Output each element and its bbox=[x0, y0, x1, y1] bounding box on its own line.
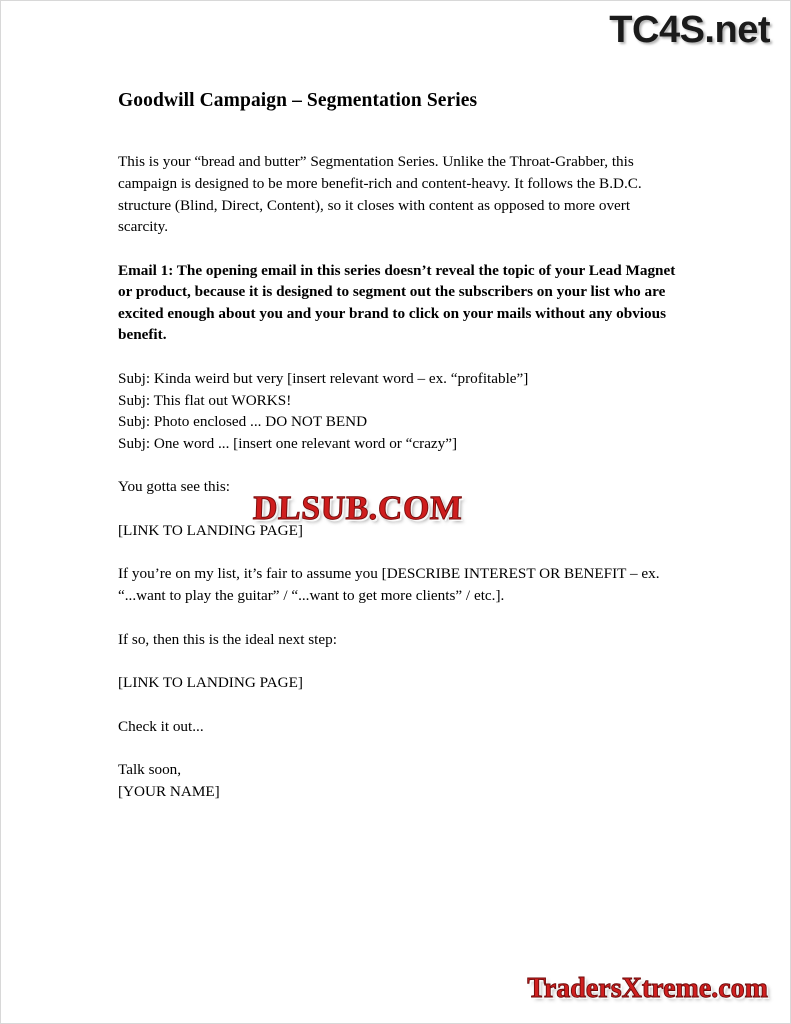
list-item: Subj: One word ... [insert one relevant word or “crazy”] bbox=[118, 434, 458, 452]
body-line-2: [LINK TO LANDING PAGE] bbox=[118, 521, 303, 539]
watermark-center: DLSUB.COM bbox=[252, 490, 464, 527]
body-line-4: If so, then this is the ideal next step: bbox=[118, 630, 337, 648]
page-title: Goodwill Campaign – Segmentation Series bbox=[118, 90, 478, 111]
signoff-line-1: Talk soon, bbox=[118, 761, 182, 779]
signoff-line-2: [YOUR NAME] bbox=[118, 782, 220, 800]
email1-heading: Email 1: The opening email in this series doesn’t reveal the topic of your Lead Magnet or product, because it is designed to segment out the subscribers on your list who are excited enough about you and your brand to click on your mails without any obvious benefit. bbox=[118, 261, 676, 344]
subject-line-list bbox=[118, 368, 678, 454]
watermark-top-right: TC4S.net bbox=[609, 9, 770, 51]
body-line-6: Check it out... bbox=[118, 717, 204, 735]
list-item: Subj: Kinda weird but very [insert relevant word – ex. “profitable”] bbox=[118, 370, 529, 387]
list-item: Subj: Photo enclosed ... DO NOT BEND bbox=[118, 413, 368, 431]
body-line-5: [LINK TO LANDING PAGE] bbox=[118, 674, 303, 692]
intro-paragraph: This is your “bread and butter” Segmentation Series. Unlike the Throat-Grabber, this campaign is designed to be more benefit-rich and content-heavy. It follows the B.D.C. structure (Blind, Direct, Content), so it closes with content as opposed to more overt scarcity. bbox=[118, 153, 642, 236]
body-line-3: If you’re on my list, it’s fair to assume you [DESCRIBE INTEREST OR BENEFIT – ex. “...want to play the guitar” / “...want to get more clients” / etc.]. bbox=[118, 565, 660, 605]
signoff-block bbox=[118, 759, 678, 802]
watermark-bottom-right: TradersXtreme.com bbox=[527, 973, 768, 1004]
body-line-1: You gotta see this: bbox=[118, 478, 230, 496]
document-content bbox=[118, 89, 678, 803]
list-item: Subj: This flat out WORKS! bbox=[118, 391, 292, 409]
